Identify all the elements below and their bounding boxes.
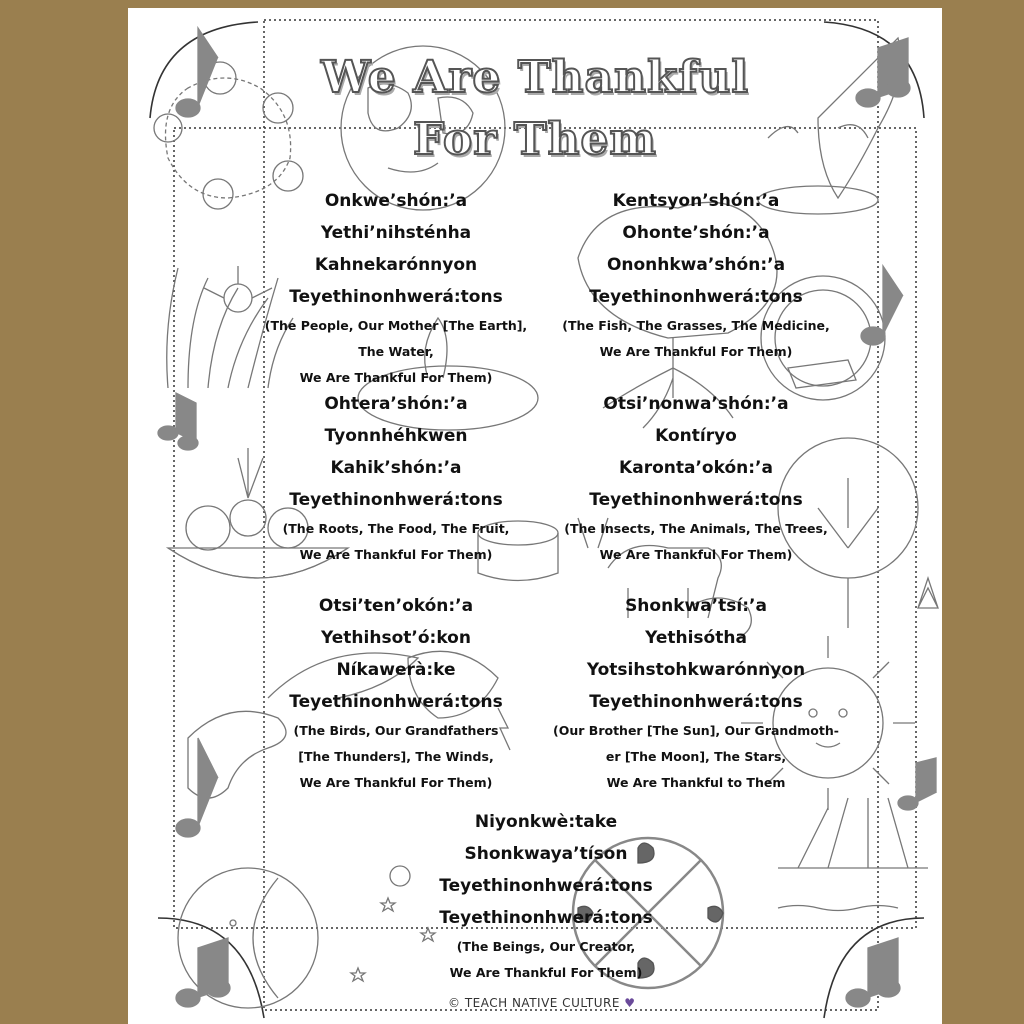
stanza-translation: We Are Thankful For Them) [299, 775, 493, 790]
copyright-symbol: © [448, 996, 461, 1010]
stanza-translation: (The Insects, The Animals, The Trees, [564, 521, 828, 536]
stanza-translation: (The People, Our Mother [The Earth], [264, 318, 528, 333]
stanza-line: Otsi’ten’okón:’a [318, 596, 474, 616]
stanza-line: Karonta’okón:’a [619, 458, 773, 478]
stanza-translation: We Are Thankful For Them) [449, 965, 643, 980]
stanza-translation: (Our Brother [The Sun], Our Grandmoth- [553, 723, 839, 738]
stanza-line: Teyethinonhwerá:tons [289, 490, 503, 510]
stanza-line: Teyethinonhwerá:tons [439, 908, 653, 928]
stanza-line: Otsi’nonwa’shón:’a [603, 394, 789, 414]
stanza-line: Teyethinonhwerá:tons [589, 287, 803, 307]
stanza-line: Ohtera’shón:’a [324, 394, 468, 414]
stanza-translation: We Are Thankful For Them) [299, 547, 493, 562]
page-title-line-1: We Are Thankful [320, 52, 750, 103]
stanza-line: Teyethinonhwerá:tons [289, 692, 503, 712]
footer-credit [448, 996, 668, 1010]
stanza-line: Teyethinonhwerá:tons [589, 692, 803, 712]
stanza-translation: We Are Thankful to Them [606, 775, 786, 790]
stanza-translation: We Are Thankful For Them) [299, 370, 493, 385]
stanza-line: Ohonte’shón:’a [622, 223, 770, 243]
stanza-line: Yethi’nihsténha [320, 223, 472, 243]
stanza-translation: (The Fish, The Grasses, The Medicine, [562, 318, 830, 333]
stanza-line: Ononhkwa’shón:’a [606, 255, 786, 275]
stanza-line: Yotsihstohkwarónnyon [586, 660, 806, 680]
stanza-line: Shonkwa’tsí:’a [625, 596, 767, 616]
stanza-line: Níkawerà:ke [336, 660, 456, 680]
stanza-translation: er [The Moon], The Stars, [605, 749, 787, 764]
stanza-translation: (The Roots, The Food, The Fruit, [282, 521, 510, 536]
stanza-translation: [The Thunders], The Winds, [298, 749, 494, 764]
stanza-roots [246, 388, 546, 568]
stanza-line: Kahik’shón:’a [330, 458, 462, 478]
coloring-page [128, 8, 942, 1024]
stanza-line: Teyethinonhwerá:tons [589, 490, 803, 510]
stanza-line: Niyonkwè:take [474, 812, 618, 832]
page-title-line-2: For Them [413, 114, 657, 165]
sunrise-lake-icon [778, 798, 928, 911]
stanza-line: Tyonnhéhkwen [324, 426, 468, 446]
stanza-line: Yethihsot’ó:kon [321, 628, 471, 648]
stanza-line: Teyethinonhwerá:tons [439, 876, 653, 896]
stanza-translation: (The Birds, Our Grandfathers [293, 723, 499, 738]
stanza-translation: We Are Thankful For Them) [599, 547, 793, 562]
stanza-line: Kentsyon’shón:’a [612, 191, 780, 211]
stanza-line: Kahnekarónnyon [314, 255, 478, 275]
stanza-line: Yethisótha [645, 628, 747, 648]
stanza-translation: We Are Thankful For Them) [599, 344, 793, 359]
stanza-insects [546, 388, 846, 568]
stanza-line: Onkwe’shón:’a [324, 191, 468, 211]
heart-icon: ♥ [624, 996, 636, 1010]
stanza-line: Shonkwaya’tíson [464, 844, 628, 864]
stanza-people [246, 185, 546, 391]
stanza-fish [546, 185, 846, 365]
stanza-translation: (The Beings, Our Creator, [456, 939, 636, 954]
stanza-line: Teyethinonhwerá:tons [289, 287, 503, 307]
stanza-sun [546, 590, 846, 796]
stanza-translation: The Water, [358, 344, 434, 359]
stanza-creator [396, 806, 696, 986]
stanza-birds [246, 590, 546, 796]
stanza-line: Kontíryo [655, 426, 737, 446]
brand-name: TEACH NATIVE CULTURE [464, 996, 620, 1010]
